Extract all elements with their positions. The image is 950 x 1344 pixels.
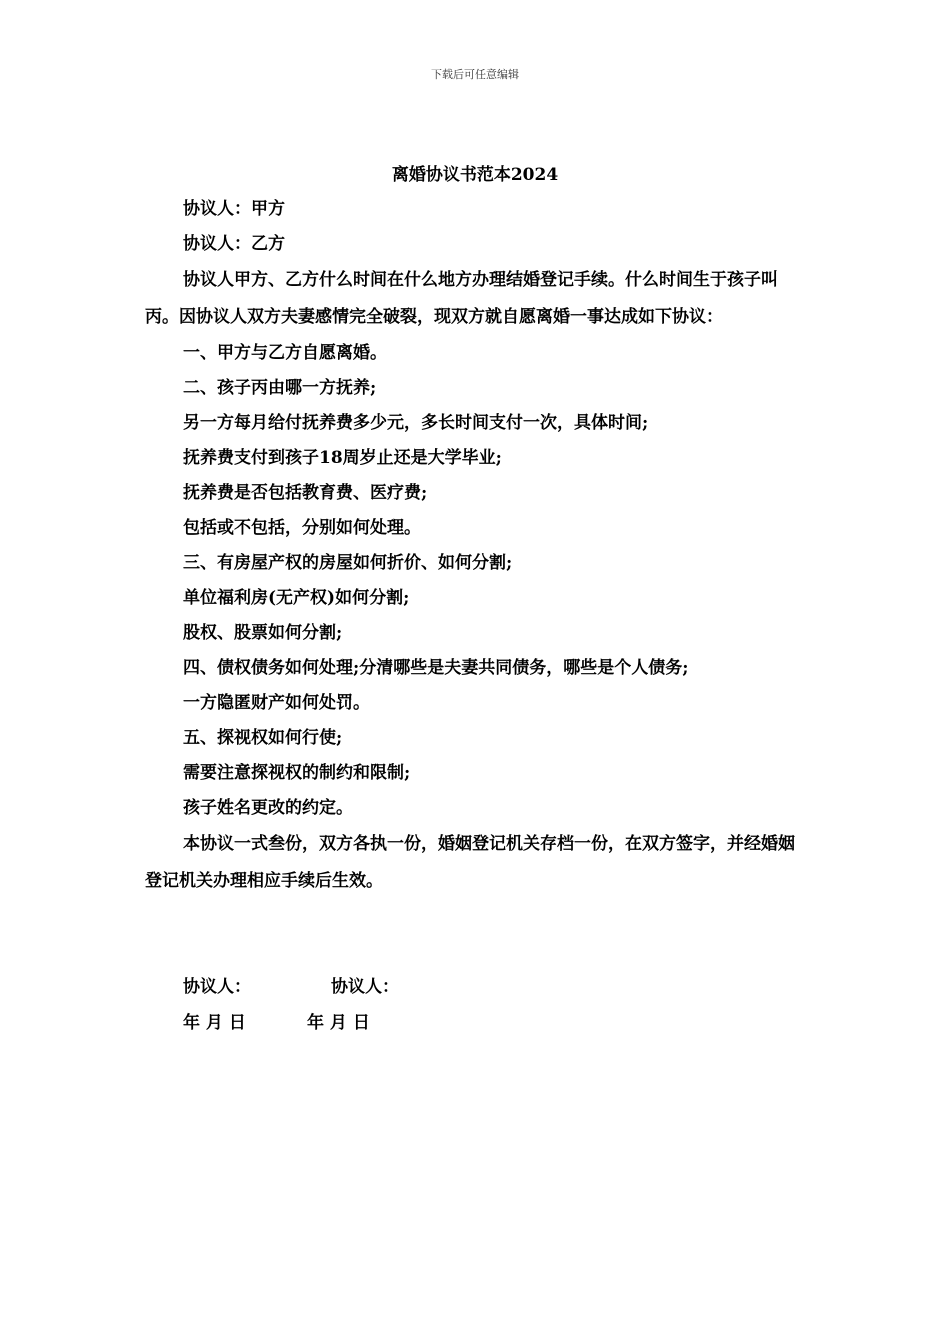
clause-line: 五、探视权如何行使; (183, 728, 343, 748)
clause-line: 三、有房屋产权的房屋如何折价、如何分割; (183, 553, 513, 573)
clause-line: 孩子姓名更改的约定。 (183, 798, 353, 818)
clause-line: 需要注意探视权的制约和限制; (183, 763, 411, 783)
clause-line: 一方隐匿财产如何处罚。 (183, 693, 370, 713)
clause-line: 抚养费支付到孩子18周岁止还是大学毕业; (183, 448, 502, 468)
date-right: 年 月 日 (307, 1013, 370, 1033)
document-body (145, 192, 810, 900)
clause-line: 股权、股票如何分割; (183, 623, 343, 643)
clause-line: 另一方每月给付抚养费多少元，多长时间支付一次，具体时间; (183, 413, 649, 433)
signature-left-label: 协议人： (183, 977, 251, 997)
signature-right-label: 协议人： (331, 977, 399, 997)
clause-line: 二、孩子丙由哪一方抚养; (183, 378, 377, 398)
closing-paragraph: 本协议一式叁份，双方各执一份，婚姻登记机关存档一份，在双方签字，并经婚姻登记机关办理相应手续后生效。 (145, 834, 795, 891)
signature-row (183, 972, 399, 997)
clause-line: 抚养费是否包括教育费、医疗费; (183, 483, 428, 503)
date-row (183, 1008, 370, 1033)
clause-line: 四、债权债务如何处理;分清哪些是夫妻共同债务，哪些是个人债务; (183, 658, 689, 678)
document-title: 离婚协议书范本2024 (391, 165, 559, 185)
clause-line: 一、甲方与乙方自愿离婚。 (183, 343, 387, 363)
clause-line: 包括或不包括，分别如何处理。 (183, 518, 421, 538)
intro-paragraph: 协议人甲方、乙方什么时间在什么地方办理结婚登记手续。什么时间生于孩子叫丙。因协议人双方夫妻感情完全破裂，现双方就自愿离婚一事达成如下协议： (145, 270, 778, 327)
clause-line: 单位福利房(无产权)如何分割; (183, 588, 410, 608)
header-note: 下载后可任意编辑 (431, 68, 519, 81)
date-left: 年 月 日 (183, 1013, 246, 1033)
party-a-line: 协议人：甲方 (183, 199, 285, 219)
party-b-line: 协议人：乙方 (183, 234, 285, 254)
